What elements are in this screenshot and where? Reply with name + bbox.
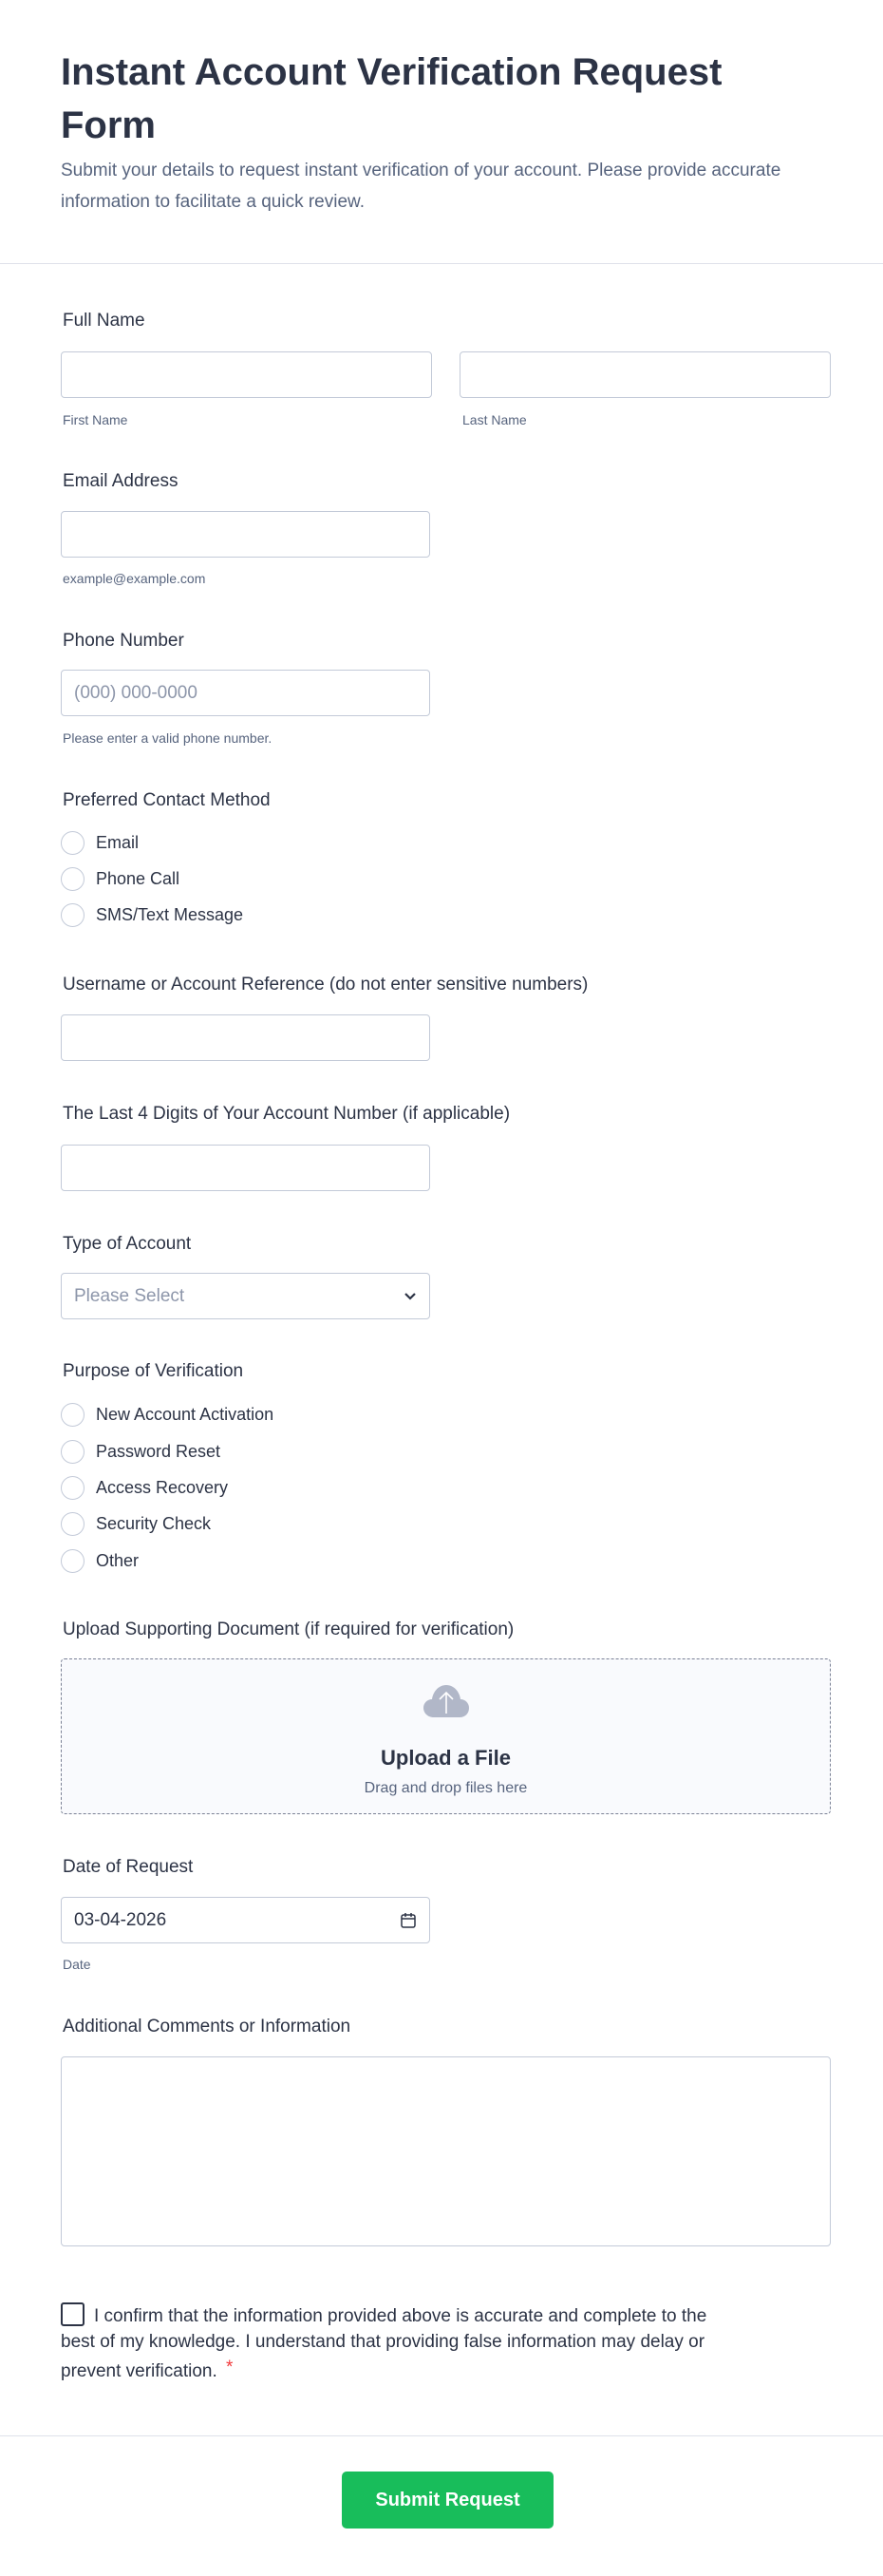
upload-label: Upload Supporting Document (if required for verification) [63,1619,515,1639]
first-name-sublabel: First Name [63,412,128,427]
phone-input[interactable] [61,670,430,716]
radio-label: New Account Activation [96,1404,274,1424]
account-type-select[interactable] [61,1273,430,1319]
radio-label: Security Check [96,1513,212,1533]
chevron-down-icon [404,1292,417,1301]
radio-circle[interactable] [61,831,85,855]
radio-access-recovery[interactable] [61,1473,228,1502]
calendar-icon[interactable] [400,1912,417,1929]
submit-button[interactable]: Submit Request [342,2472,554,2529]
confirm-checkbox[interactable] [61,2302,85,2326]
form-title: Instant Account Verification Request Form [61,51,723,146]
radio-password-reset[interactable] [61,1437,220,1466]
date-sublabel: Date [63,1957,91,1972]
first-name-input[interactable] [61,351,432,398]
date-input[interactable] [61,1897,430,1943]
email-input[interactable] [61,511,430,558]
radio-label: Password Reset [96,1441,221,1461]
radio-label: Email [96,832,140,852]
radio-circle[interactable] [61,1440,85,1464]
radio-label: Other [96,1550,140,1570]
username-label: Username or Account Reference (do not enter sensitive numbers) [63,975,589,994]
last4-input[interactable] [61,1145,430,1191]
account-type-label: Type of Account [63,1234,192,1254]
radio-circle[interactable] [61,867,85,891]
last-name-input[interactable] [460,351,831,398]
upload-title: Upload a File [381,1746,511,1770]
radio-circle[interactable] [61,1512,85,1536]
purpose-label: Purpose of Verification [63,1361,244,1381]
comments-label: Additional Comments or Information [63,2017,351,2036]
account-type-placeholder: Please Select [74,1285,185,1306]
last4-label: The Last 4 Digits of Your Account Number (if applicable) [63,1104,511,1124]
upload-hint: Drag and drop files here [364,1780,528,1796]
radio-email[interactable] [61,828,139,857]
comments-textarea[interactable] [61,2056,831,2246]
divider [0,263,883,264]
radio-label: Access Recovery [96,1477,229,1497]
radio-other[interactable] [61,1546,139,1575]
required-mark: * [226,2358,234,2377]
phone-sublabel: Please enter a valid phone number. [63,730,272,746]
radio-new-account[interactable] [61,1400,273,1429]
last-name-sublabel: Last Name [462,412,527,427]
radio-circle[interactable] [61,903,85,927]
radio-circle[interactable] [61,1476,85,1500]
divider [0,2435,883,2436]
full-name-label: Full Name [63,311,145,331]
phone-label: Phone Number [63,631,184,651]
radio-label: Phone Call [96,868,180,888]
file-upload-dropzone[interactable] [61,1658,831,1814]
radio-phone-call[interactable] [61,864,179,893]
cloud-upload-icon [423,1684,470,1718]
confirm-text: I confirm that the information provided above is accurate and complete to the best of my knowledge. I understand that providing false information may delay or prevent verification. [61,2306,707,2381]
confirm-block [61,2302,735,2384]
contact-method-label: Preferred Contact Method [63,790,271,810]
radio-circle[interactable] [61,1549,85,1573]
radio-label: SMS/Text Message [96,904,244,924]
email-sublabel: example@example.com [63,571,206,586]
radio-sms[interactable] [61,900,243,929]
radio-circle[interactable] [61,1403,85,1427]
radio-security-check[interactable] [61,1509,211,1538]
form-subtitle: Submit your details to request instant verification of your account. Please provide accurate information to facilitate a quick review. [61,161,781,212]
phone-placeholder: (000) 000-0000 [74,682,197,703]
date-label: Date of Request [63,1857,194,1877]
date-value: 03-04-2026 [74,1909,167,1930]
username-input[interactable] [61,1014,430,1061]
email-label: Email Address [63,471,178,491]
